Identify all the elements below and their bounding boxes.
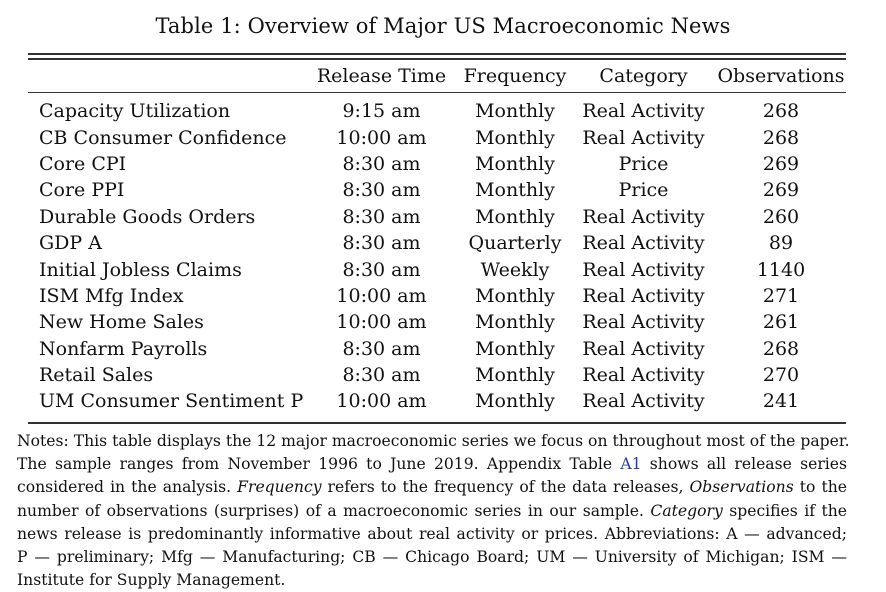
notes-line: news release is predominantly informative about real activity or prices. Abbreviations: A — advanced; — [17, 524, 847, 543]
header-cell-series — [28, 59, 304, 92]
category: Real Activity — [582, 337, 705, 360]
notes-text: shows all release series — [641, 455, 847, 474]
series-name: Initial Jobless Claims — [39, 258, 242, 281]
table-row — [28, 204, 846, 230]
release-time: 10:00 am — [336, 284, 427, 307]
notes-line: P — preliminary; Mfg — Manufacturing; CB — Chicago Board; UM — University of Michigan; ISM — — [17, 548, 847, 567]
release-time: 8:30 am — [342, 258, 421, 281]
frequency: Monthly — [475, 126, 555, 149]
table-row — [28, 336, 846, 362]
observations: 260 — [762, 205, 800, 228]
table-notes — [17, 430, 850, 592]
notes-text: considered in the analysis. — [17, 478, 238, 497]
notes-line — [17, 500, 847, 523]
series-name: Capacity Utilization — [39, 100, 231, 123]
table-row — [28, 124, 846, 150]
release-time: 8:30 am — [342, 232, 421, 255]
frequency: Monthly — [475, 311, 555, 334]
notes-text: The sample ranges from November 1996 to June 2019. Appendix Table — [17, 455, 621, 474]
observations: 271 — [762, 284, 800, 307]
series-name: Core PPI — [39, 179, 125, 202]
frequency: Monthly — [475, 284, 555, 307]
observations: 241 — [762, 390, 800, 413]
observations: 269 — [762, 179, 800, 202]
header-cell-category: Category — [599, 64, 688, 87]
observations: 270 — [762, 364, 800, 387]
bottom-rule — [28, 422, 846, 424]
frequency: Monthly — [475, 100, 555, 123]
release-time: 10:00 am — [336, 311, 427, 334]
series-name: Durable Goods Orders — [39, 205, 256, 228]
category: Real Activity — [582, 100, 705, 123]
frequency: Monthly — [475, 152, 555, 175]
table-row — [28, 283, 846, 309]
table-row — [28, 177, 846, 203]
category: Real Activity — [582, 390, 705, 413]
frequency: Quarterly — [468, 232, 562, 255]
top-rule — [28, 53, 846, 55]
series-name: Retail Sales — [39, 364, 154, 387]
header-cell-frequency: Frequency — [463, 64, 567, 87]
notes-term-category: Category — [650, 501, 723, 520]
series-name: UM Consumer Sentiment P — [39, 390, 304, 413]
frequency: Monthly — [475, 205, 555, 228]
series-name: Core CPI — [39, 152, 127, 175]
frequency: Monthly — [475, 337, 555, 360]
observations: 261 — [762, 311, 800, 334]
release-time: 8:30 am — [342, 152, 421, 175]
series-name: CB Consumer Confidence — [39, 126, 287, 149]
category: Real Activity — [582, 232, 705, 255]
header-cell-release-time: Release Time — [316, 64, 447, 87]
release-time: 10:00 am — [336, 390, 427, 413]
notes-line: Notes: This table displays the 12 major macroeconomic series we focus on throughout most of the paper. — [17, 432, 850, 450]
category: Price — [618, 152, 669, 175]
frequency: Monthly — [475, 390, 555, 413]
series-name: New Home Sales — [39, 311, 204, 334]
category: Real Activity — [582, 126, 705, 149]
observations: 268 — [762, 126, 800, 149]
table-caption: Table 1: Overview of Major US Macroeconomic News — [155, 14, 731, 38]
notes-text: to the — [793, 478, 847, 497]
notes-line — [17, 453, 847, 476]
notes-text: specifies if the — [722, 501, 848, 520]
appendix-table-link[interactable]: A1 — [620, 455, 642, 474]
observations: 268 — [762, 337, 800, 360]
macro-news-table — [28, 59, 846, 415]
notes-term-observations: Observations — [689, 478, 794, 497]
table-row — [28, 92, 846, 124]
table-row — [28, 388, 846, 414]
notes-term-frequency: Frequency — [237, 478, 322, 497]
frequency: Monthly — [475, 364, 555, 387]
table-row — [28, 151, 846, 177]
table-row — [28, 309, 846, 335]
category: Real Activity — [582, 258, 705, 281]
release-time: 8:30 am — [342, 337, 421, 360]
category: Real Activity — [582, 205, 705, 228]
notes-line — [17, 476, 847, 499]
header-cell-observations: Observations — [717, 64, 845, 87]
table-row — [28, 256, 846, 282]
category: Price — [618, 179, 669, 202]
observations: 269 — [762, 152, 800, 175]
table-row — [28, 230, 846, 256]
release-time: 8:30 am — [342, 364, 421, 387]
notes-line: Institute for Supply Management. — [17, 571, 286, 590]
series-name: ISM Mfg Index — [39, 284, 184, 307]
header-row — [28, 59, 846, 92]
frequency: Weekly — [480, 258, 550, 281]
series-name: GDP A — [39, 232, 102, 255]
observations: 268 — [762, 100, 800, 123]
series-name: Nonfarm Payrolls — [39, 337, 208, 360]
category: Real Activity — [582, 364, 705, 387]
release-time: 8:30 am — [342, 179, 421, 202]
release-time: 10:00 am — [336, 126, 427, 149]
notes-text: number of observations (surprises) of a macroeconomic series in our sample. — [17, 501, 651, 520]
release-time: 8:30 am — [342, 205, 421, 228]
category: Real Activity — [582, 311, 705, 334]
category: Real Activity — [582, 284, 705, 307]
release-time: 9:15 am — [342, 100, 421, 123]
observations: 1140 — [756, 258, 806, 281]
observations: 89 — [768, 232, 794, 255]
table-row — [28, 362, 846, 388]
frequency: Monthly — [475, 179, 555, 202]
notes-text: refers to the frequency of the data releases, — [321, 478, 690, 497]
